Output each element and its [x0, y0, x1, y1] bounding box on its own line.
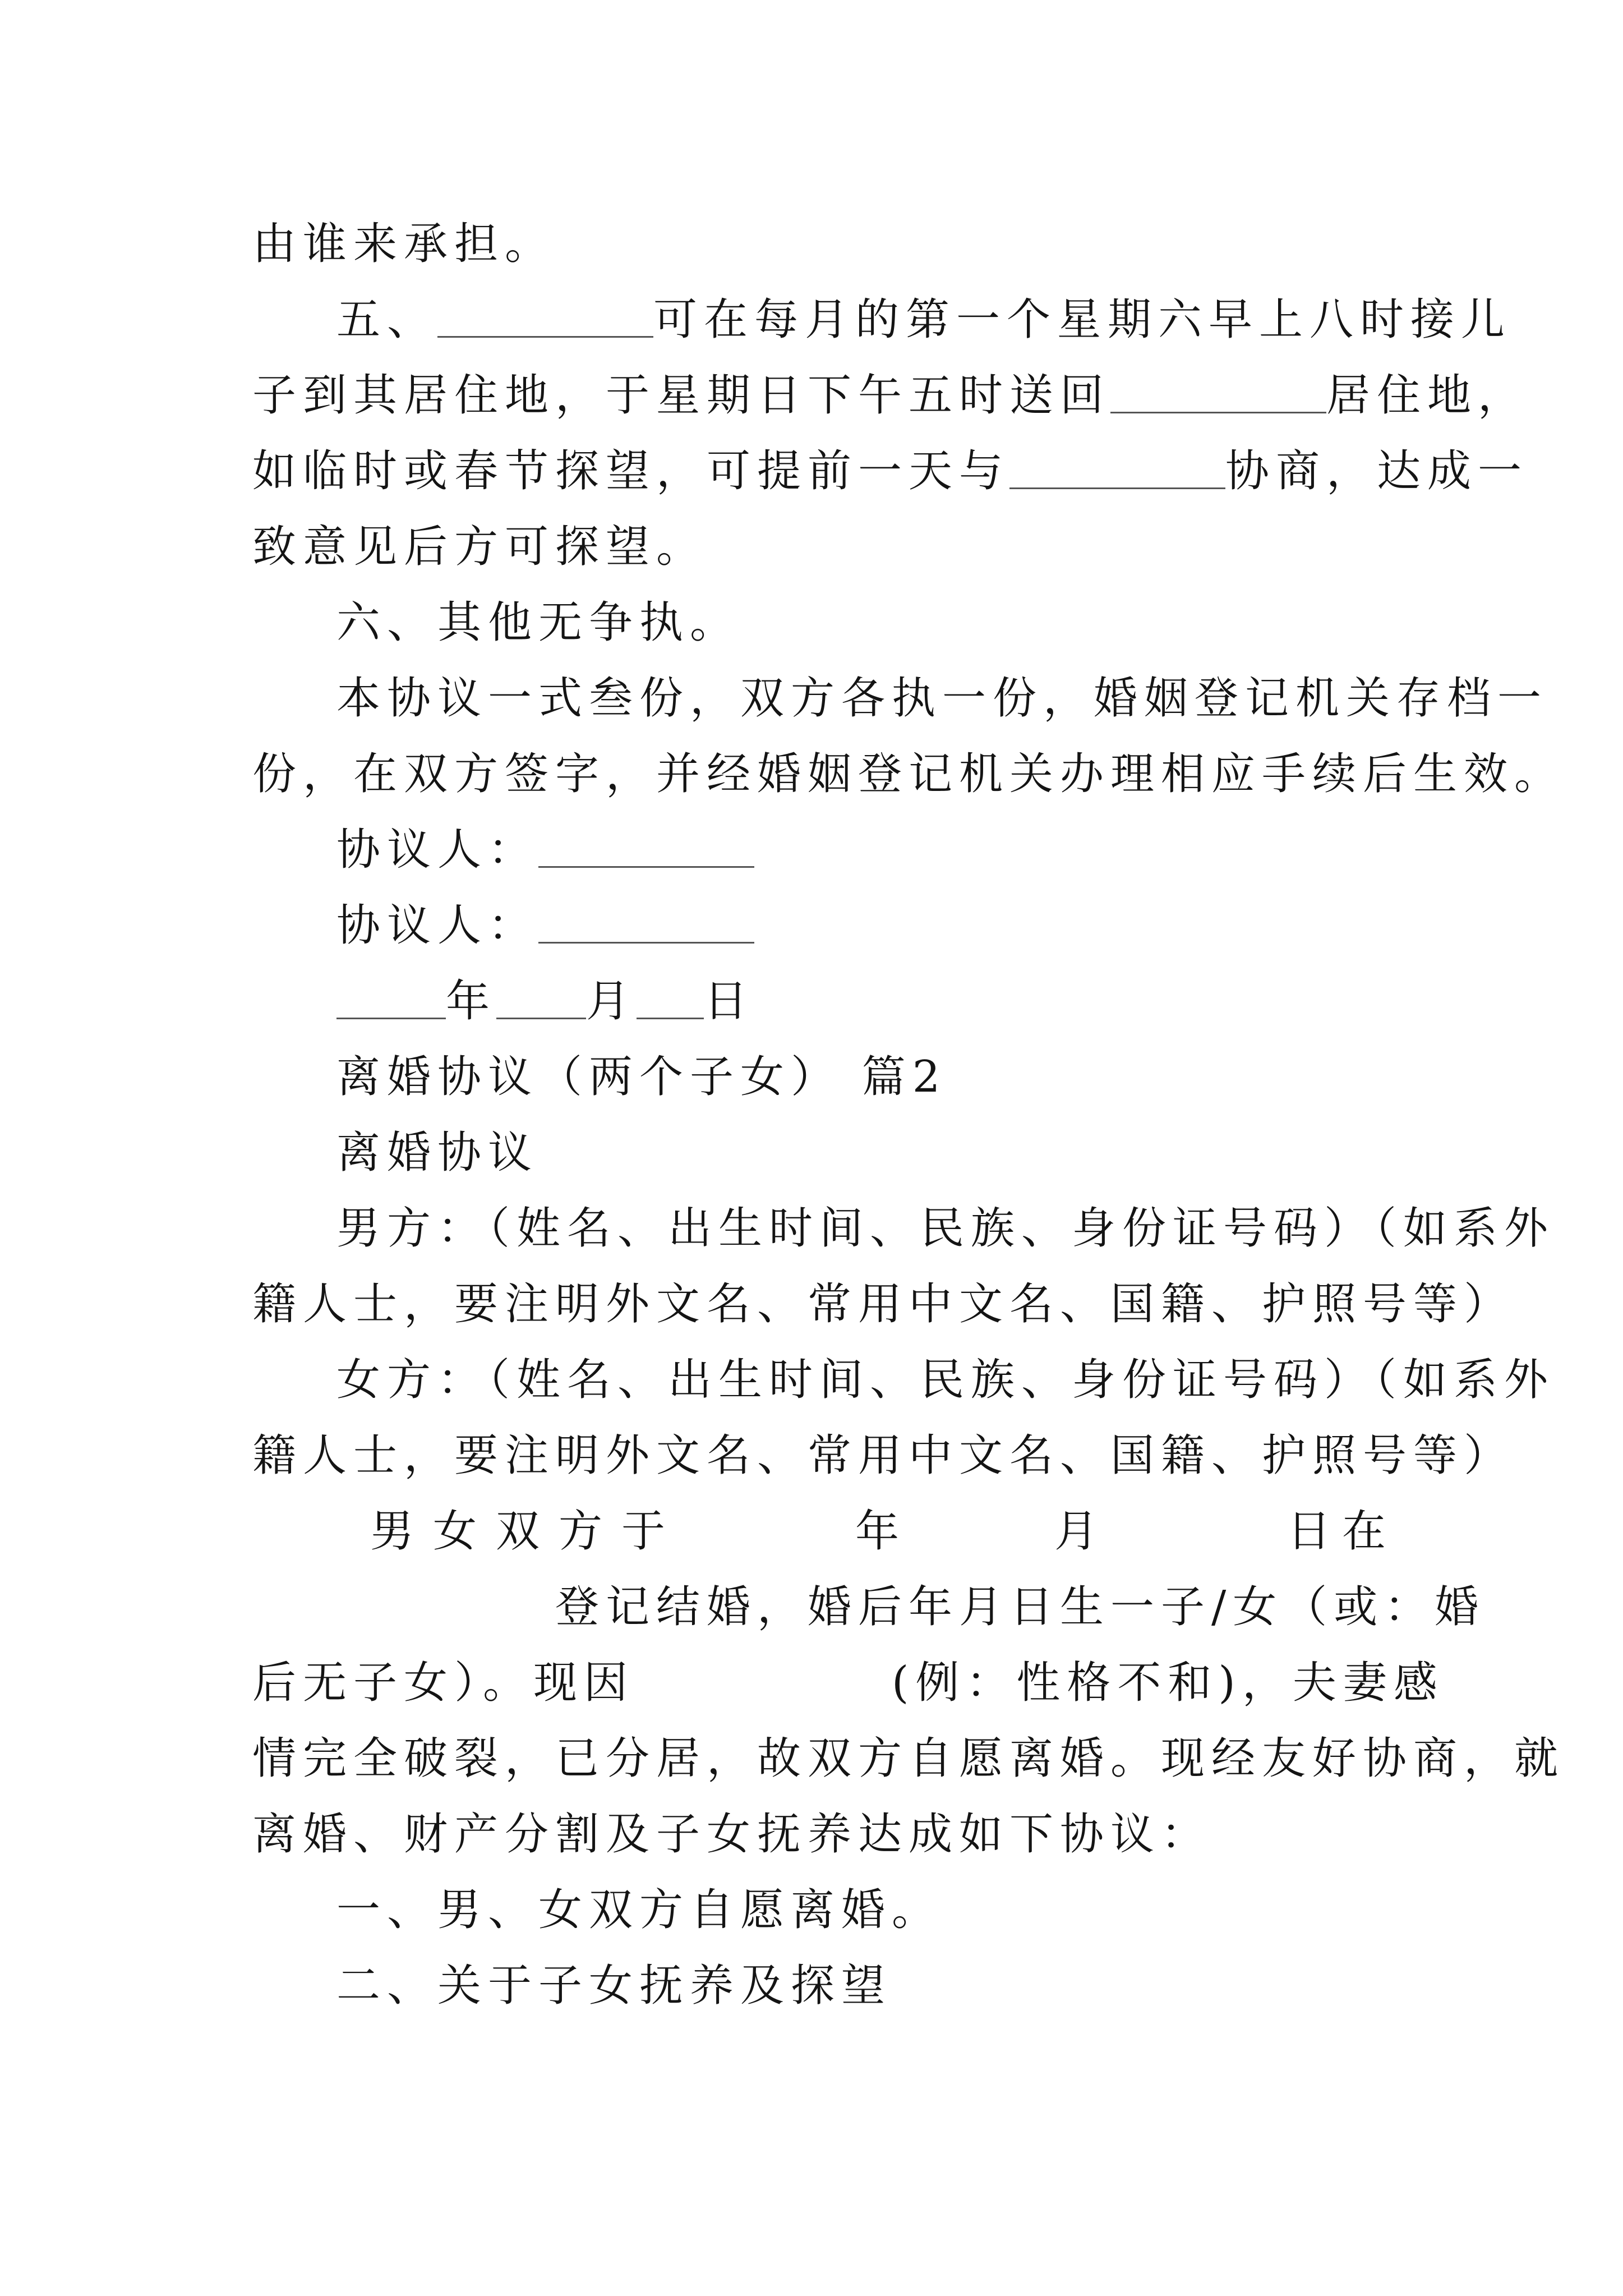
clause-2: 二、关于子女抚养及探望 [336, 1961, 892, 2011]
clause-5-line-3: 如临时或春节探望，可提前一天与 协商，达成一 [252, 446, 1529, 496]
female-party-line-2: 籍人士，要注明外文名、常用中文名、国籍、护照号等） [252, 1430, 1515, 1481]
marriage-line-2: 登记结婚，婚后年月日生一子/女（或：婚 [555, 1582, 1486, 1632]
female-party-line-1: 女方：（姓名、出生时间、民族、身份证号码）（如系外 [336, 1355, 1555, 1405]
copies-line-1: 本协议一式叁份，双方各执一份，婚姻登记机关存档一 [336, 673, 1548, 724]
male-party-line-2: 籍人士，要注明外文名、常用中文名、国籍、护照号等） [252, 1279, 1515, 1329]
clause-5-line-1: 五、 可在每月的第一个星期六早上八时接儿 [336, 295, 1512, 345]
fill-blank[interactable] [1009, 448, 1225, 489]
document-title: 离婚协议 [336, 1128, 539, 1178]
clause-5-line-4: 致意见后方可探望。 [252, 522, 707, 572]
marriage-text: 男女双方于 [370, 1506, 685, 1557]
signer-1: 协议人： [336, 822, 1385, 884]
fill-blank[interactable] [437, 297, 653, 338]
marriage-year: 年 [855, 1506, 900, 1557]
male-party-line-1: 男方：（姓名、出生时间、民族、身份证号码）（如系外 [336, 1203, 1555, 1254]
reason-example: (例：性格不和)，夫妻感 [892, 1658, 1444, 1708]
fill-blank[interactable] [1110, 372, 1326, 413]
text-line: 由谁来承担。 [252, 219, 556, 269]
signer-2: 协议人： [336, 898, 1385, 959]
reason-line-3: 离婚、财产分割及子女抚养达成如下协议： [252, 1809, 1212, 1860]
copies-line-2: 份，在双方签字，并经婚姻登记机关办理相应手续后生效。 [252, 749, 1565, 799]
clause-5-line-2: 子到其居住地，于星期日下午五时送回 居住地， [252, 370, 1529, 421]
clause-6: 六、其他无争执。 [336, 597, 741, 648]
month-field[interactable] [496, 978, 586, 1019]
signature-field[interactable] [538, 903, 754, 944]
reason-line-2: 情完全破裂，已分居，故双方自愿离婚。现经友好协商，就 [252, 1733, 1565, 1784]
clause-1: 一、男、女双方自愿离婚。 [336, 1885, 943, 1935]
reason-text: 后无子女）。现因 [252, 1658, 635, 1708]
day-field[interactable] [637, 978, 704, 1019]
signature-field[interactable] [538, 827, 754, 868]
year-field[interactable] [336, 978, 446, 1019]
marriage-month: 月 [1054, 1506, 1099, 1557]
marriage-day: 日在 [1287, 1506, 1398, 1557]
date-line: 年 月 日 [336, 973, 1385, 1035]
section-heading: 离婚协议（两个子女） 篇2 [336, 1052, 947, 1102]
